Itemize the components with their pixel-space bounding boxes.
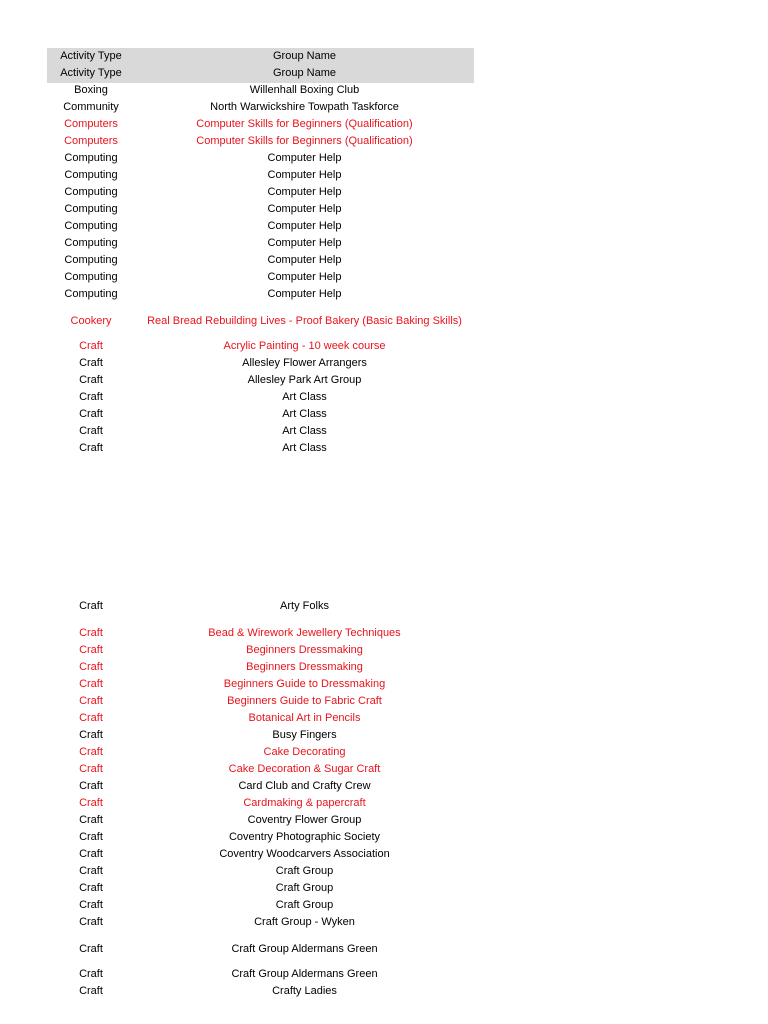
table-row	[47, 897, 474, 914]
group-name-cell: Crafty Ladies	[272, 985, 337, 997]
activity-type-cell: Computing	[64, 203, 118, 215]
group-name-cell: Cake Decoration & Sugar Craft	[228, 763, 381, 775]
table-row	[47, 642, 474, 659]
group-name-cell: Willenhall Boxing Club	[249, 84, 360, 96]
group-name-cell: Botanical Art in Pencils	[248, 712, 361, 724]
table-row	[47, 941, 474, 958]
activity-type-cell: Craft	[79, 916, 103, 928]
activity-type-cell: Craft	[79, 763, 103, 775]
table-row	[47, 184, 474, 201]
table-row	[47, 846, 474, 863]
group-name-cell: Craft Group	[275, 865, 334, 877]
group-name-cell: Cake Decorating	[263, 746, 346, 758]
table-row	[47, 983, 474, 1000]
group-name-cell: Coventry Woodcarvers Association	[219, 848, 390, 860]
table-row	[47, 82, 474, 99]
group-name-cell: Allesley Park Art Group	[247, 374, 362, 386]
table-row	[47, 761, 474, 778]
group-name-cell: Group Name	[273, 50, 336, 62]
group-name-cell: North Warwickshire Towpath Taskforce	[210, 101, 399, 113]
group-name-cell: Craft Group	[275, 899, 334, 911]
activity-type-cell: Craft	[79, 678, 103, 690]
group-name-cell: Computer Help	[267, 288, 342, 300]
activity-type-cell: Craft	[79, 408, 103, 420]
group-name-cell: Coventry Flower Group	[247, 814, 362, 826]
table-row	[47, 218, 474, 235]
table-row	[47, 150, 474, 167]
table-row	[47, 201, 474, 218]
group-name-cell: Computer Help	[267, 237, 342, 249]
activity-type-cell: Craft	[79, 797, 103, 809]
group-name-cell: Computer Help	[267, 271, 342, 283]
table-row	[47, 625, 474, 642]
table-row	[47, 133, 474, 150]
group-name-cell: Beginners Dressmaking	[246, 661, 363, 673]
activity-type-cell: Boxing	[74, 84, 108, 96]
activity-type-cell: Craft	[79, 943, 103, 955]
table-row	[47, 778, 474, 795]
group-name-cell: Card Club and Crafty Crew	[238, 780, 371, 792]
activity-type-cell: Activity Type	[60, 50, 122, 62]
group-name-cell: Computer Help	[267, 186, 342, 198]
table-row	[47, 744, 474, 761]
activity-type-cell: Craft	[79, 357, 103, 369]
group-name-cell: Art Class	[282, 442, 327, 454]
activity-type-cell: Craft	[79, 899, 103, 911]
group-name-cell: Art Class	[282, 408, 327, 420]
table-row	[47, 676, 474, 693]
activity-type-cell: Computing	[64, 220, 118, 232]
group-name-cell: Bead & Wirework Jewellery Techniques	[208, 627, 401, 639]
activity-type-cell: Computing	[64, 169, 118, 181]
group-name-cell: Computer Skills for Beginners (Qualification)	[196, 135, 413, 147]
activity-type-cell: Craft	[79, 695, 103, 707]
group-name-cell: Group Name	[273, 67, 336, 79]
group-name-cell: Art Class	[282, 425, 327, 437]
table-row	[47, 406, 474, 423]
activity-type-cell: Computing	[64, 152, 118, 164]
activity-type-cell: Cookery	[70, 315, 112, 327]
group-name-cell: Coventry Photographic Society	[228, 831, 381, 843]
table-row	[47, 99, 474, 116]
activity-type-cell: Craft	[79, 425, 103, 437]
group-name-cell: Computer Help	[267, 220, 342, 232]
group-name-cell: Arty Folks	[280, 600, 329, 612]
table-row	[47, 966, 474, 983]
activity-type-cell: Craft	[79, 600, 103, 612]
table-row	[47, 235, 474, 252]
activity-type-cell: Craft	[79, 831, 103, 843]
group-name-cell: Art Class	[282, 391, 327, 403]
group-name-cell: Beginners Guide to Dressmaking	[223, 678, 386, 690]
header-row	[47, 65, 474, 82]
table-row	[47, 389, 474, 406]
table-row	[47, 423, 474, 440]
group-name-cell: Beginners Dressmaking	[246, 644, 363, 656]
activity-type-cell: Craft	[79, 391, 103, 403]
activity-type-cell: Craft	[79, 442, 103, 454]
group-name-cell: Craft Group	[275, 882, 334, 894]
group-name-cell: Craft Group Aldermans Green	[231, 968, 378, 980]
header-row	[47, 48, 474, 65]
table-row	[47, 286, 474, 303]
activity-type-cell: Computing	[64, 237, 118, 249]
activity-type-cell: Computing	[64, 254, 118, 266]
table-row	[47, 355, 474, 372]
table-row	[47, 795, 474, 812]
table-row	[47, 829, 474, 846]
table-row	[47, 598, 474, 615]
group-name-cell: Cardmaking & papercraft	[243, 797, 366, 809]
activity-type-cell: Craft	[79, 780, 103, 792]
table-row	[47, 710, 474, 727]
group-name-cell: Craft Group Aldermans Green	[231, 943, 378, 955]
table-row	[47, 116, 474, 133]
activity-type-cell: Computing	[64, 186, 118, 198]
table-row	[47, 313, 474, 330]
group-name-cell: Craft Group - Wyken	[254, 916, 355, 928]
activity-type-cell: Computers	[64, 118, 118, 130]
activity-type-cell: Craft	[79, 985, 103, 997]
activity-type-cell: Craft	[79, 814, 103, 826]
activity-type-cell: Craft	[79, 627, 103, 639]
activity-type-cell: Craft	[79, 746, 103, 758]
activity-type-cell: Community	[63, 101, 119, 113]
activity-type-cell: Craft	[79, 340, 103, 352]
table-row	[47, 372, 474, 389]
activity-type-cell: Computing	[64, 288, 118, 300]
activity-type-cell: Craft	[79, 729, 103, 741]
activity-type-cell: Craft	[79, 661, 103, 673]
activity-type-cell: Craft	[79, 865, 103, 877]
group-name-cell: Computer Help	[267, 152, 342, 164]
group-name-cell: Computer Help	[267, 203, 342, 215]
table-row	[47, 440, 474, 457]
activity-type-cell: Activity Type	[60, 67, 122, 79]
activity-type-cell: Computing	[64, 271, 118, 283]
group-name-cell: Computer Skills for Beginners (Qualification)	[196, 118, 413, 130]
table-row	[47, 269, 474, 286]
table-row	[47, 693, 474, 710]
table-row	[47, 812, 474, 829]
table-row	[47, 880, 474, 897]
activity-type-cell: Craft	[79, 644, 103, 656]
group-name-cell: Allesley Flower Arrangers	[242, 357, 367, 369]
group-name-cell: Acrylic Painting - 10 week course	[223, 340, 386, 352]
table-row	[47, 167, 474, 184]
activity-type-cell: Craft	[79, 374, 103, 386]
group-name-cell: Real Bread Rebuilding Lives - Proof Bakery (Basic Baking Skills)	[147, 315, 462, 327]
table-row	[47, 659, 474, 676]
activity-type-cell: Craft	[79, 712, 103, 724]
activity-type-cell: Computers	[64, 135, 118, 147]
group-name-cell: Busy Fingers	[272, 729, 337, 741]
table-row	[47, 863, 474, 880]
activity-type-cell: Craft	[79, 882, 103, 894]
activity-type-cell: Craft	[79, 968, 103, 980]
table-row	[47, 338, 474, 355]
group-name-cell: Computer Help	[267, 169, 342, 181]
table-row	[47, 252, 474, 269]
table-row	[47, 914, 474, 931]
activity-type-cell: Craft	[79, 848, 103, 860]
group-name-cell: Computer Help	[267, 254, 342, 266]
group-name-cell: Beginners Guide to Fabric Craft	[227, 695, 382, 707]
table-row	[47, 727, 474, 744]
